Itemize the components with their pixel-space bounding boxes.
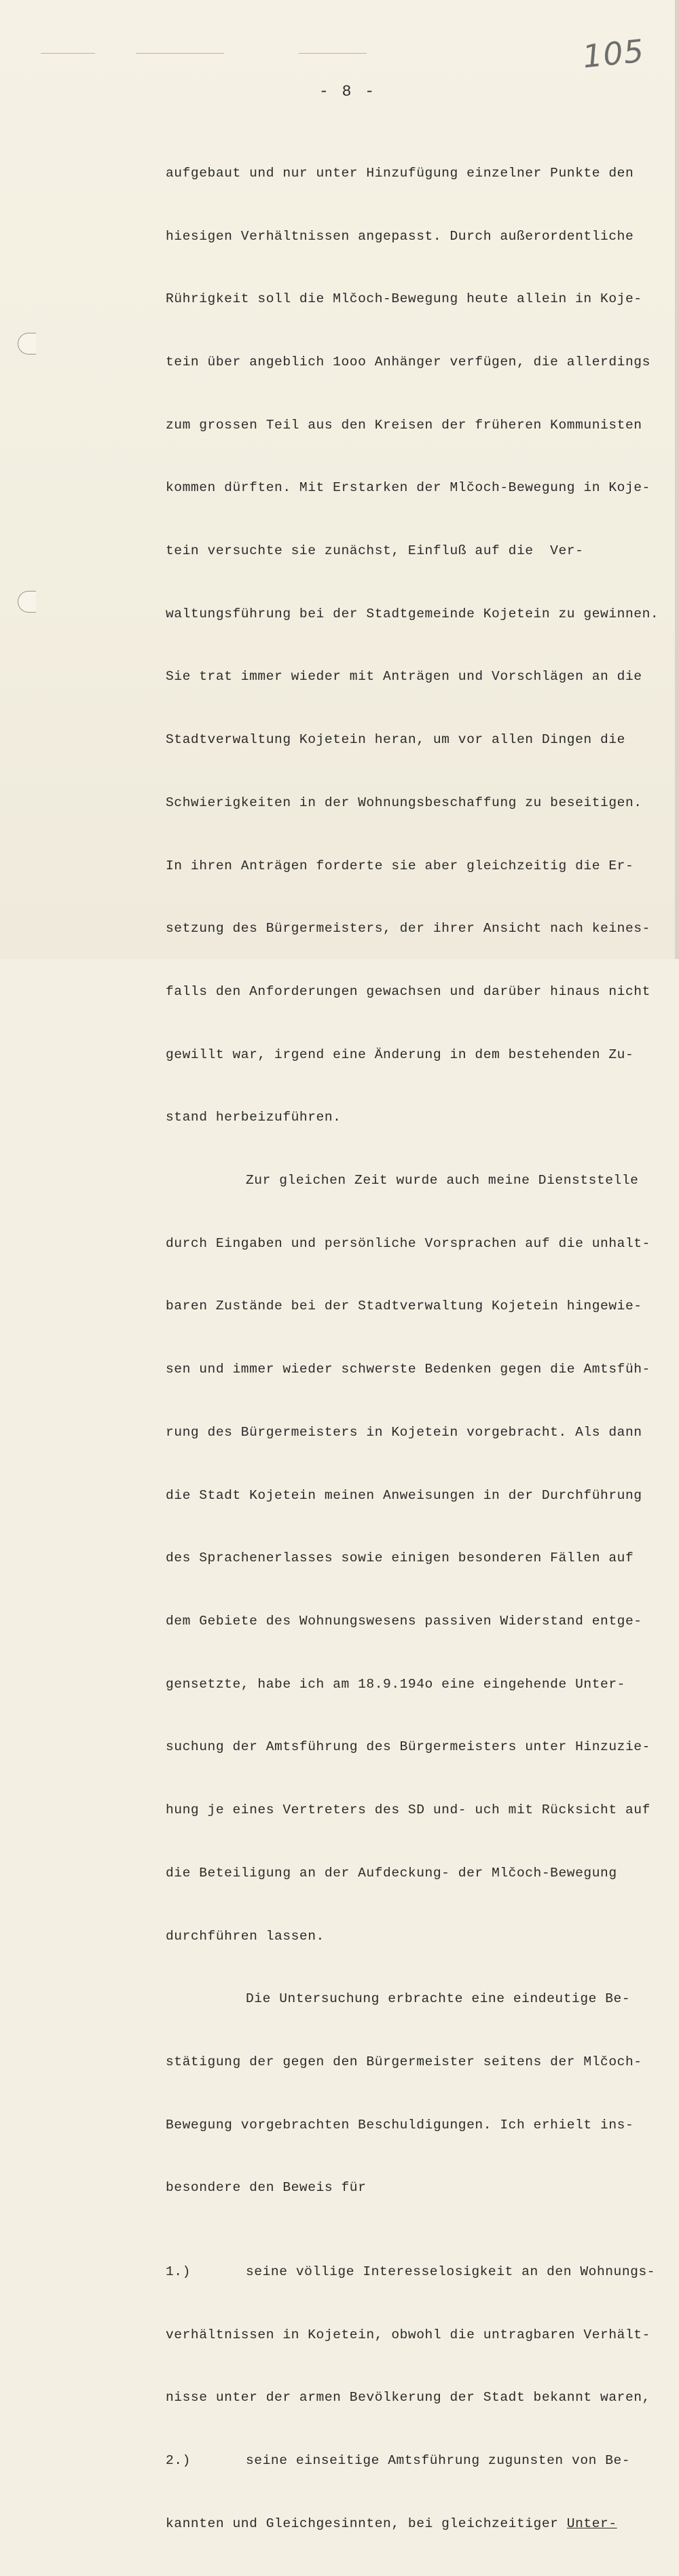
underlined-word: Unter- <box>566 2516 617 2531</box>
text-line: gensetzte, habe ich am 18.9.194o eine eingehende Unter- <box>166 1676 625 1692</box>
text-line: suchung der Amtsführung des Bürgermeisters unter Hinzuzie- <box>166 1739 650 1755</box>
text-line: die Beteiligung an der Aufdeckung- der Mlčoch-Bewegung <box>166 1865 617 1881</box>
text-line: aufgebaut und nur unter Hinzufügung einzelner Punkte den <box>166 165 634 181</box>
paragraph-start-line: Zur gleichen Zeit wurde auch meine Dienststelle <box>246 1173 639 1189</box>
text-line: durch Eingaben und persönliche Vorsprachen auf die unhalt- <box>166 1235 650 1251</box>
text-line: baren Zustände bei der Stadtverwaltung Kojetein hingewie- <box>166 1299 642 1314</box>
text-line: tein über angeblich 1ooo Anhänger verfügen, die allerdings <box>166 354 650 369</box>
punch-hole <box>18 591 36 613</box>
text-line: rung des Bürgermeisters in Kojetein vorgebracht. Als dann <box>166 1424 642 1440</box>
text-line: hung je eines Vertreters des SD und- uch mit Rücksicht auf <box>166 1802 650 1818</box>
text-line: Sie trat immer wieder mit Anträgen und Vorschlägen an die <box>166 669 642 685</box>
text-line: verhältnissen in Kojetein, obwohl die untragbaren Verhält- <box>166 2327 650 2342</box>
text-line: kommen dürften. Mit Erstarken der Mlčoch-Bewegung in Koje- <box>166 480 650 496</box>
text-line: falls den Anforderungen gewachsen und darüber hinaus nicht <box>166 983 650 999</box>
list-marker: 2.) <box>166 2453 191 2469</box>
folio-number: 105 <box>581 32 646 75</box>
text-line: sen und immer wieder schwerste Bedenken gegen die Amtsfüh- <box>166 1362 650 1377</box>
list-marker: 1.) <box>166 2264 191 2279</box>
text-line: gewillt war, irgend eine Änderung in dem bestehenden Zu- <box>166 1047 634 1062</box>
paragraph-start-line: Die Untersuchung erbrachte eine eindeutige Be- <box>246 1991 631 2007</box>
text-line: Stadtverwaltung Kojetein heran, um vor allen Dingen die <box>166 732 625 748</box>
text-line: besondere den Beweis für <box>166 2180 367 2196</box>
list-item-text: seine einseitige Amtsführung zugunsten von Be- <box>246 2453 631 2469</box>
top-rule <box>299 53 367 54</box>
text-line: Rührigkeit soll die Mlčoch-Bewegung heute allein in Koje- <box>166 291 642 307</box>
text-line: die Stadt Kojetein meinen Anweisungen in der Durchführung <box>166 1487 642 1503</box>
text-line: setzung des Bürgermeisters, der ihrer Ansicht nach keines- <box>166 921 650 937</box>
punch-hole <box>18 333 36 355</box>
page-number: - 8 - <box>319 83 377 101</box>
body-text <box>166 121 668 2576</box>
list-item <box>166 2450 668 2471</box>
text-line: waltungsführung bei der Stadtgemeinde Kojetein zu gewinnen. <box>166 606 659 621</box>
list-item-text: seine völlige Interesselosigkeit an den Wohnungs- <box>246 2264 656 2279</box>
text-line: stätigung der gegen den Bürgermeister seitens der Mlčoch- <box>166 2054 642 2069</box>
text-line: nisse unter der armen Bevölkerung der Stadt bekannt waren, <box>166 2390 650 2406</box>
text-line: dem Gebiete des Wohnungswesens passiven Widerstand entge- <box>166 1613 642 1629</box>
text-line: Schwierigkeiten in der Wohnungsbeschaffung zu beseitigen. <box>166 795 642 810</box>
text-line: zum grossen Teil aus den Kreisen der früheren Kommunisten <box>166 417 642 433</box>
text-line: In ihren Anträgen forderte sie aber gleichzeitig die Er- <box>166 858 634 873</box>
top-rule <box>136 53 224 54</box>
page-edge <box>675 0 679 959</box>
text-line: Bewegung vorgebrachten Beschuldigungen. Ich erhielt ins- <box>166 2117 634 2133</box>
text-line <box>166 2514 668 2535</box>
text-line: stand herbeizuführen. <box>166 1110 342 1125</box>
text-line: des Sprachenerlasses sowie einigen besonderen Fällen auf <box>166 1550 634 1566</box>
top-rule <box>41 53 95 54</box>
text-line: tein versuchte sie zunächst, Einfluß auf die Ver- <box>166 543 584 559</box>
text-line: durchführen lassen. <box>166 1928 325 1944</box>
text-segment: kannten und Gleichgesinnten, bei gleichzeitiger <box>166 2516 567 2531</box>
text-line: hiesigen Verhältnissen angepasst. Durch außerordentliche <box>166 228 634 244</box>
list-item <box>166 2262 668 2283</box>
